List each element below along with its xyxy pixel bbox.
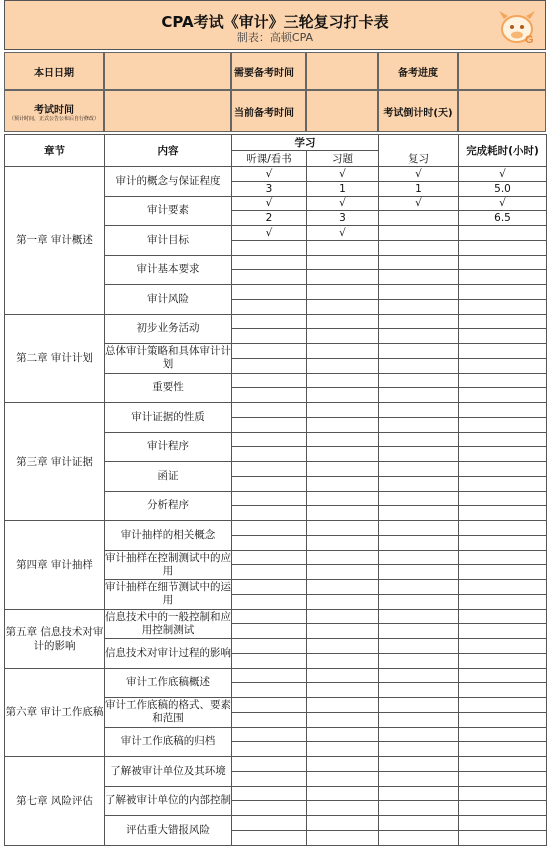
listen-cell[interactable] [232,712,307,727]
finish-cell[interactable] [459,447,547,462]
finish-cell[interactable] [459,270,547,285]
practice-cell[interactable] [307,358,379,373]
review-cell[interactable]: √ [379,196,459,211]
review-cell[interactable] [379,830,459,845]
review-cell[interactable] [379,476,459,491]
review-cell[interactable] [379,447,459,462]
practice-cell[interactable] [307,403,379,418]
listen-cell[interactable] [232,653,307,668]
chapter-cell: 第三章 审计证据 [5,403,105,521]
review-cell[interactable] [379,771,459,786]
finish-cell[interactable] [459,432,547,447]
finish-cell[interactable] [459,727,547,742]
finish-cell[interactable] [459,683,547,698]
review-header: 复习 [379,151,459,167]
practice-cell[interactable] [307,432,379,447]
practice-cell[interactable] [307,255,379,270]
finish-cell[interactable] [459,417,547,432]
progress-value[interactable] [458,52,546,90]
chapter-cell: 第一章 审计概述 [5,167,105,315]
countdown-value[interactable] [458,90,546,132]
finish-cell[interactable] [459,742,547,757]
listen-cell[interactable] [232,683,307,698]
listen-header: 听课/看书 [232,151,307,167]
listen-cell[interactable] [232,329,307,344]
practice-cell[interactable] [307,285,379,300]
finish-cell[interactable]: 6.5 [459,211,547,226]
review-cell[interactable] [379,712,459,727]
practice-cell[interactable] [307,462,379,477]
finish-cell[interactable] [459,506,547,521]
practice-cell[interactable]: 1 [307,181,379,196]
finish-cell[interactable] [459,491,547,506]
listen-cell[interactable] [232,668,307,683]
finish-cell[interactable] [459,358,547,373]
review-cell[interactable] [379,609,459,624]
practice-cell[interactable] [307,712,379,727]
practice-cell[interactable]: √ [307,226,379,241]
listen-cell[interactable] [232,299,307,314]
finish-cell[interactable]: 5.0 [459,181,547,196]
listen-cell[interactable]: 3 [232,181,307,196]
finish-cell[interactable] [459,550,547,565]
content-cell: 审计工作底稿概述 [105,668,232,698]
listen-cell[interactable] [232,373,307,388]
finish-cell[interactable] [459,712,547,727]
current-time-value[interactable] [306,90,378,132]
finish-cell[interactable] [459,594,547,609]
checkin-table [4,166,547,846]
content-cell: 审计抽样在控制测试中的应用 [105,550,232,580]
listen-cell[interactable] [232,388,307,403]
review-cell[interactable] [379,285,459,300]
listen-cell[interactable] [232,801,307,816]
finish-cell[interactable] [459,771,547,786]
finish-cell[interactable] [459,698,547,713]
finish-cell[interactable] [459,329,547,344]
review-cell[interactable] [379,521,459,536]
review-cell[interactable] [379,683,459,698]
listen-cell[interactable] [232,786,307,801]
content-cell: 审计的概念与保证程度 [105,167,232,197]
chapter-cell: 第五章 信息技术对审计的影响 [5,609,105,668]
today-date-value[interactable] [104,52,231,90]
listen-cell[interactable] [232,609,307,624]
practice-cell[interactable] [307,373,379,388]
finish-header: 完成耗时(小时) [459,135,547,167]
exam-time-label-cell [4,90,104,132]
finish-cell[interactable] [459,388,547,403]
review-cell[interactable] [379,565,459,580]
review-cell[interactable] [379,226,459,241]
finish-cell[interactable] [459,285,547,300]
content-cell: 重要性 [105,373,232,403]
review-cell[interactable] [379,639,459,654]
content-cell: 审计抽样在细节测试中的运用 [105,580,232,610]
content-cell: 审计抽样的相关概念 [105,521,232,551]
practice-cell[interactable]: 3 [307,211,379,226]
review-cell[interactable] [379,211,459,226]
review-cell[interactable] [379,816,459,831]
practice-cell[interactable] [307,594,379,609]
practice-cell[interactable] [307,491,379,506]
review-cell[interactable] [379,358,459,373]
exam-time-value[interactable] [104,90,231,132]
finish-cell[interactable] [459,535,547,550]
listen-cell[interactable] [232,521,307,536]
study-header: 学习 [232,135,379,151]
listen-cell[interactable] [232,565,307,580]
content-cell: 审计程序 [105,432,232,462]
practice-cell[interactable] [307,653,379,668]
review-cell[interactable]: √ [379,167,459,182]
svg-text:G: G [525,34,534,46]
listen-cell[interactable] [232,594,307,609]
practice-cell[interactable] [307,580,379,595]
listen-cell[interactable] [232,344,307,359]
checkin-table-body [5,167,547,846]
practice-cell[interactable] [307,609,379,624]
listen-cell[interactable] [232,698,307,713]
finish-cell[interactable] [459,786,547,801]
finish-cell[interactable] [459,521,547,536]
listen-cell[interactable] [232,432,307,447]
content-cell: 信息技术对审计过程的影响 [105,639,232,669]
review-cell[interactable] [379,594,459,609]
finish-cell[interactable] [459,240,547,255]
review-cell[interactable] [379,255,459,270]
review-cell[interactable] [379,727,459,742]
review-cell[interactable] [379,373,459,388]
finish-cell[interactable] [459,830,547,845]
column-header [4,134,547,167]
finish-cell[interactable] [459,476,547,491]
listen-cell[interactable] [232,462,307,477]
content-cell: 审计基本要求 [105,255,232,285]
listen-cell[interactable] [232,830,307,845]
practice-cell[interactable] [307,801,379,816]
content-cell: 分析程序 [105,491,232,521]
review-cell[interactable] [379,462,459,477]
practice-cell[interactable] [307,565,379,580]
title-bar [4,0,546,50]
table-row [5,521,547,536]
review-cell[interactable] [379,653,459,668]
table-row [5,314,547,329]
practice-cell[interactable] [307,683,379,698]
listen-cell[interactable] [232,639,307,654]
practice-cell[interactable] [307,299,379,314]
exam-time-note: （预计时间，正式公告公布后自行修改） [8,115,99,122]
finish-cell[interactable] [459,624,547,639]
chapter-cell: 第二章 审计计划 [5,314,105,403]
review-cell[interactable] [379,668,459,683]
listen-cell[interactable] [232,535,307,550]
practice-cell[interactable] [307,506,379,521]
practice-cell[interactable] [307,447,379,462]
review-cell[interactable] [379,742,459,757]
finish-cell[interactable] [459,668,547,683]
content-cell: 了解被审计单位的内部控制 [105,786,232,816]
content-cell: 审计工作底稿的格式、要素和范围 [105,698,232,728]
listen-cell[interactable] [232,358,307,373]
review-cell[interactable] [379,550,459,565]
practice-cell[interactable] [307,668,379,683]
finish-cell[interactable] [459,639,547,654]
finish-cell[interactable] [459,403,547,418]
chapter-cell: 第七章 风险评估 [5,757,105,846]
listen-cell[interactable] [232,491,307,506]
listen-cell[interactable] [232,255,307,270]
listen-cell[interactable] [232,447,307,462]
finish-cell[interactable] [459,816,547,831]
table-row [5,609,547,624]
content-cell: 了解被审计单位及其环境 [105,757,232,787]
practice-cell[interactable]: √ [307,167,379,182]
finish-cell[interactable] [459,462,547,477]
exam-time-label: 考试时间 [34,104,74,116]
needed-time-label: 需要备考时间 [231,52,306,90]
chapter-cell: 第六章 审计工作底稿 [5,668,105,757]
practice-cell[interactable] [307,727,379,742]
needed-time-value[interactable] [306,52,378,90]
practice-cell[interactable] [307,550,379,565]
listen-cell[interactable] [232,742,307,757]
listen-cell[interactable]: √ [232,226,307,241]
finish-cell[interactable] [459,609,547,624]
review-cell[interactable]: 1 [379,181,459,196]
listen-cell[interactable] [232,816,307,831]
listen-cell[interactable] [232,580,307,595]
practice-cell[interactable] [307,240,379,255]
practice-cell[interactable] [307,830,379,845]
practice-cell[interactable] [307,771,379,786]
content-cell: 审计风险 [105,285,232,315]
practice-cell[interactable] [307,344,379,359]
practice-cell[interactable] [307,639,379,654]
current-time-label: 当前备考时间 [231,90,306,132]
listen-cell[interactable] [232,757,307,772]
review-cell[interactable] [379,757,459,772]
review-cell[interactable] [379,580,459,595]
table-row [5,757,547,772]
practice-cell[interactable] [307,816,379,831]
review-cell[interactable] [379,344,459,359]
content-cell: 信息技术中的一般控制和应用控制测试 [105,609,232,639]
listen-cell[interactable] [232,285,307,300]
listen-cell[interactable] [232,727,307,742]
content-cell: 函证 [105,462,232,492]
maker-label: 制表：高顿CPA [236,31,314,44]
practice-header: 习题 [307,151,379,167]
review-cell[interactable] [379,240,459,255]
listen-cell[interactable] [232,506,307,521]
review-cell[interactable] [379,403,459,418]
today-date-label: 本日日期 [4,52,104,90]
cow-mascot-icon [495,5,539,47]
listen-cell[interactable] [232,476,307,491]
listen-cell[interactable] [232,314,307,329]
progress-label: 备考进度 [378,52,458,90]
review-cell[interactable] [379,786,459,801]
practice-cell[interactable] [307,742,379,757]
listen-cell[interactable] [232,624,307,639]
practice-cell[interactable] [307,521,379,536]
practice-cell[interactable] [307,757,379,772]
listen-cell[interactable] [232,771,307,786]
review-cell[interactable] [379,270,459,285]
review-cell[interactable] [379,624,459,639]
listen-cell[interactable]: 2 [232,211,307,226]
practice-cell[interactable] [307,698,379,713]
practice-cell[interactable] [307,417,379,432]
content-cell: 审计工作底稿的归档 [105,727,232,757]
listen-cell[interactable] [232,240,307,255]
content-cell: 总体审计策略和具体审计计划 [105,344,232,374]
listen-cell[interactable] [232,270,307,285]
finish-cell[interactable] [459,344,547,359]
finish-cell[interactable] [459,314,547,329]
finish-cell[interactable] [459,226,547,241]
review-cell[interactable] [379,491,459,506]
content-cell: 审计要素 [105,196,232,226]
practice-cell[interactable] [307,786,379,801]
finish-cell[interactable]: √ [459,196,547,211]
finish-cell[interactable] [459,565,547,580]
table-row [5,167,547,182]
review-cell[interactable] [379,299,459,314]
review-cell[interactable] [379,698,459,713]
practice-cell[interactable] [307,535,379,550]
content-cell: 审计证据的性质 [105,403,232,433]
review-cell[interactable] [379,329,459,344]
practice-cell[interactable] [307,329,379,344]
review-cell[interactable] [379,535,459,550]
practice-cell[interactable] [307,270,379,285]
content-header: 内容 [105,135,232,167]
review-cell[interactable] [379,388,459,403]
info-block [4,52,546,132]
content-cell: 评估重大错报风险 [105,816,232,846]
finish-cell[interactable] [459,580,547,595]
finish-cell[interactable] [459,801,547,816]
countdown-label: 考试倒计时(天) [378,90,458,132]
practice-cell[interactable] [307,314,379,329]
listen-cell[interactable] [232,550,307,565]
listen-cell[interactable] [232,417,307,432]
finish-cell[interactable] [459,255,547,270]
finish-cell[interactable] [459,757,547,772]
finish-cell[interactable] [459,653,547,668]
finish-cell[interactable] [459,299,547,314]
practice-cell[interactable] [307,476,379,491]
listen-cell[interactable] [232,403,307,418]
table-row [5,668,547,683]
review-cell[interactable] [379,506,459,521]
practice-cell[interactable] [307,388,379,403]
review-cell[interactable] [379,417,459,432]
chapter-header: 章节 [5,135,105,167]
review-header-top [379,135,459,151]
listen-cell[interactable]: √ [232,196,307,211]
finish-cell[interactable] [459,373,547,388]
content-cell: 初步业务活动 [105,314,232,344]
chapter-cell: 第四章 审计抽样 [5,521,105,610]
review-cell[interactable] [379,432,459,447]
review-cell[interactable] [379,801,459,816]
practice-cell[interactable] [307,624,379,639]
practice-cell[interactable]: √ [307,196,379,211]
page-title: CPA考试《审计》三轮复习打卡表 [161,13,389,31]
table-row [5,403,547,418]
review-cell[interactable] [379,314,459,329]
content-cell: 审计目标 [105,226,232,256]
finish-cell[interactable]: √ [459,167,547,182]
listen-cell[interactable]: √ [232,167,307,182]
